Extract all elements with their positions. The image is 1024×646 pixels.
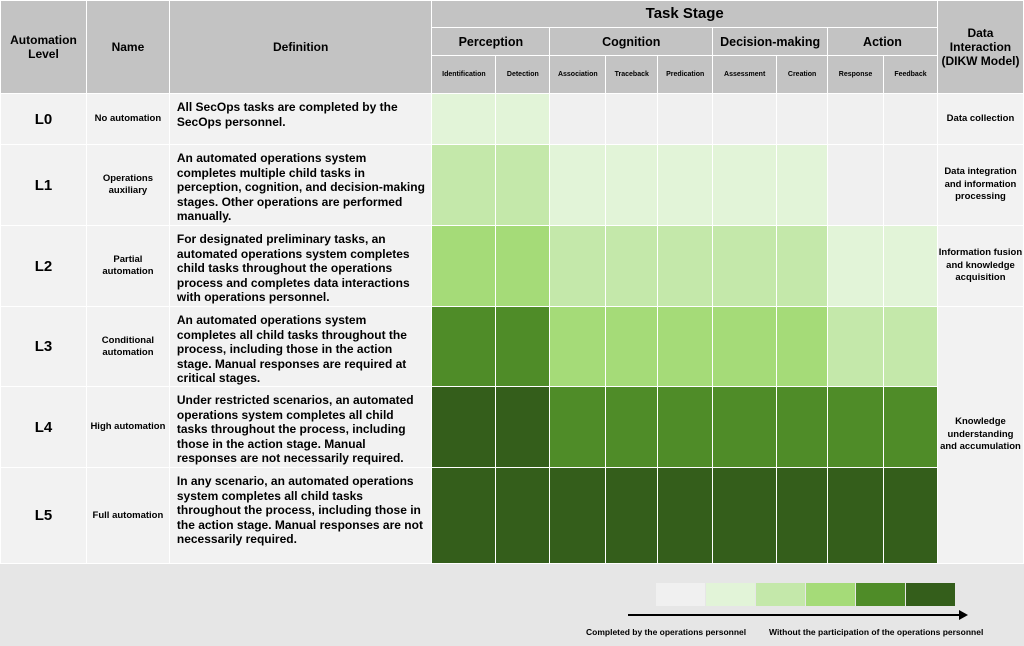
stage-cell — [496, 387, 550, 468]
level-definition: An automated operations system completes all child tasks throughout the process, including those in the action stage. Manual responses are required at critical stages. — [169, 307, 432, 387]
substage-identification: Identification — [432, 56, 496, 94]
stage-cell — [884, 387, 938, 468]
stage-cell — [496, 307, 550, 387]
legend-right-label: Without the participation of the operations personnel — [769, 627, 984, 637]
dikw-stage: Data integration and information processing — [937, 145, 1023, 226]
name-header: Name — [86, 1, 169, 94]
stage-cell — [713, 94, 777, 145]
table-row — [1, 145, 1024, 226]
level-label: L5 — [1, 468, 87, 564]
table-row — [1, 387, 1024, 468]
stage-cell — [777, 387, 828, 468]
stage-cell — [658, 387, 713, 468]
stage-perception: Perception — [432, 28, 550, 56]
automation-arrow — [628, 610, 968, 620]
table-row — [1, 307, 1024, 387]
level-label: L4 — [1, 387, 87, 468]
substage-detection: Detection — [496, 56, 550, 94]
stage-cell — [432, 226, 496, 307]
substage-predication: Predication — [658, 56, 713, 94]
stage-cell — [496, 145, 550, 226]
table-row — [1, 94, 1024, 145]
substage-response: Response — [828, 56, 884, 94]
stage-cell — [777, 226, 828, 307]
task-stage-header: Task Stage — [432, 1, 938, 28]
stage-cell — [496, 94, 550, 145]
stage-cell — [884, 94, 938, 145]
stage-cell — [884, 226, 938, 307]
stage-cell — [777, 307, 828, 387]
stage-cell — [884, 307, 938, 387]
level-name: Partial automation — [86, 226, 169, 307]
table-row — [1, 468, 1024, 564]
data-interaction-header: Data Interaction (DIKW Model) — [937, 1, 1023, 94]
stage-cell — [713, 145, 777, 226]
level-name: Full automation — [86, 468, 169, 564]
stage-cell — [713, 307, 777, 387]
legend-swatch — [856, 583, 905, 606]
level-label: L1 — [1, 145, 87, 226]
stage-cell — [828, 94, 884, 145]
definition-header: Definition — [169, 1, 432, 94]
stage-cell — [828, 307, 884, 387]
stage-cell — [606, 387, 658, 468]
stage-cell — [713, 468, 777, 564]
level-label: L0 — [1, 94, 87, 145]
stage-cell — [658, 226, 713, 307]
stage-decision-making: Decision-making — [713, 28, 828, 56]
substage-association: Association — [550, 56, 606, 94]
stage-cell — [550, 387, 606, 468]
stage-cell — [713, 387, 777, 468]
stage-cell — [777, 468, 828, 564]
level-definition: Under restricted scenarios, an automated operations system completes all child tasks throughout the process, including those in the action stage. Manual responses are not necessarily required. — [169, 387, 432, 468]
stage-cell — [658, 94, 713, 145]
stage-cell — [606, 468, 658, 564]
stage-cell — [828, 387, 884, 468]
legend-swatch — [806, 583, 855, 606]
legend-swatch — [906, 583, 955, 606]
level-name: Conditional automation — [86, 307, 169, 387]
stage-cell — [777, 145, 828, 226]
level-definition: All SecOps tasks are completed by the SecOps personnel. — [169, 94, 432, 145]
level-label: L3 — [1, 307, 87, 387]
legend-swatch — [756, 583, 805, 606]
legend-swatch — [706, 583, 755, 606]
level-name: High automation — [86, 387, 169, 468]
level-definition: An automated operations system completes multiple child tasks in perception, cognition, and decision-making stages. Other operations are performed manually. — [169, 145, 432, 226]
stage-cell — [606, 226, 658, 307]
arrow-head-icon — [959, 610, 968, 620]
stage-cell — [550, 307, 606, 387]
legend-left-label: Completed by the operations personnel — [586, 627, 747, 637]
substage-creation: Creation — [777, 56, 828, 94]
stage-cell — [432, 94, 496, 145]
stage-cell — [432, 307, 496, 387]
stage-cell — [432, 145, 496, 226]
arrow-line — [628, 614, 960, 616]
color-legend — [656, 583, 956, 606]
automation-level-header: Automation Level — [1, 1, 87, 94]
substage-traceback: Traceback — [606, 56, 658, 94]
stage-cell — [884, 468, 938, 564]
stage-cell — [432, 468, 496, 564]
stage-cell — [658, 307, 713, 387]
level-label: L2 — [1, 226, 87, 307]
stage-cell — [496, 226, 550, 307]
dikw-stage: Knowledge understanding and accumulation — [937, 307, 1023, 564]
stage-cell — [432, 387, 496, 468]
substage-assessment: Assessment — [713, 56, 777, 94]
stage-cognition: Cognition — [550, 28, 713, 56]
level-definition: In any scenario, an automated operations system completes all child tasks throughout the process, including those in the action stage. Manual responses are not necessarily required. — [169, 468, 432, 564]
level-definition: For designated preliminary tasks, an automated operations system completes child tasks throughout the operations process and completes data interactions with operations personnel. — [169, 226, 432, 307]
stage-cell — [777, 94, 828, 145]
stage-cell — [550, 226, 606, 307]
legend-swatch — [656, 583, 705, 606]
stage-cell — [658, 468, 713, 564]
level-name: No automation — [86, 94, 169, 145]
dikw-stage: Data collection — [937, 94, 1023, 145]
stage-cell — [828, 468, 884, 564]
stage-cell — [550, 468, 606, 564]
substage-feedback: Feedback — [884, 56, 938, 94]
stage-cell — [606, 307, 658, 387]
stage-cell — [606, 94, 658, 145]
stage-cell — [828, 226, 884, 307]
dikw-stage: Information fusion and knowledge acquisition — [937, 226, 1023, 307]
stage-cell — [884, 145, 938, 226]
level-name: Operations auxiliary — [86, 145, 169, 226]
stage-cell — [550, 145, 606, 226]
stage-cell — [713, 226, 777, 307]
stage-cell — [606, 145, 658, 226]
stage-action: Action — [828, 28, 938, 56]
stage-cell — [658, 145, 713, 226]
table-row — [1, 226, 1024, 307]
stage-cell — [828, 145, 884, 226]
stage-cell — [550, 94, 606, 145]
stage-cell — [496, 468, 550, 564]
